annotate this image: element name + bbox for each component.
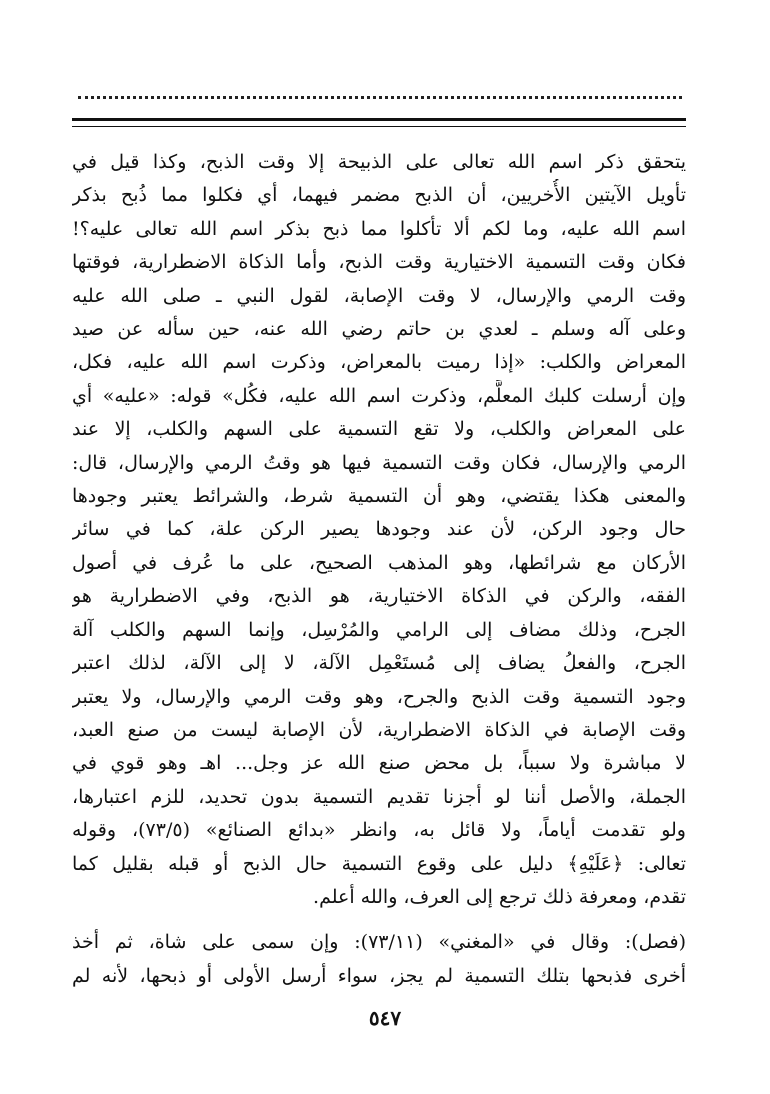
text-line: الفقه، والركن في الذكاة الاختيارية، هو الذبح، وفي الاضطرارية هو bbox=[72, 585, 686, 608]
text-line: اسم الله عليه، وما لكم ألا تأكلوا مما ذبح بذكر اسم الله تعالى عليه؟! bbox=[72, 217, 686, 240]
text-line: لا مباشرة ولا سبباً، بل محض صنع الله عز وجل... اهـ وهو قوي في bbox=[72, 752, 686, 775]
text-line: وقت الإصابة في الذكاة الاضطرارية، لأن الإصابة ليست من صنع العبد، bbox=[72, 718, 686, 741]
text-line: وجود التسمية وقت الذبح والجرح، وهو وقت الرمي والإرسال، ولا يعتبر bbox=[72, 685, 686, 708]
text-line: على المعراض والكلب، ولا تقع التسمية على السهم والكلب، إلا عند bbox=[72, 418, 686, 441]
header-thin-rule bbox=[72, 126, 686, 127]
text-line: الجملة، والأصل أننا لو أجزنا تقديم التسمية بدون تحديد، للزم اعتبارها، bbox=[72, 785, 686, 808]
text-line: ولو تقدمت أياماً، ولا قائل به، وانظر «بدائع الصنائع» (٧٣/٥)، وقوله bbox=[72, 819, 686, 842]
text-line: حال وجود الركن، لأن عند وجودها يصير الركن علة، كما في سائر bbox=[72, 518, 686, 541]
header-dotted-rule bbox=[78, 86, 682, 99]
text-line: أخرى فذبحها بتلك التسمية لم يجز، سواء أرسل الأولى أو ذبحها، لأنه لم bbox=[72, 964, 686, 987]
text-line: الرمي والإرسال، فكان وقت التسمية فيها هو وقتُ الرمي والإرسال، قال: bbox=[72, 451, 686, 474]
paragraph-1 bbox=[72, 146, 686, 914]
text-line: الأركان مع شرائطها، وهو المذهب الصحيح، على ما عُرف في أصول bbox=[72, 551, 686, 574]
text-line: المعراض والكلب: «إذا رميت بالمعراض، وذكرت اسم الله عليه، فكل، bbox=[72, 351, 686, 374]
text-line: فكان وقت التسمية الاختيارية وقت الذبح، وأما الذكاة الاضطرارية، فوقتها bbox=[72, 251, 686, 274]
paragraph-2 bbox=[72, 926, 686, 993]
text-line: يتحقق ذكر اسم الله تعالى على الذبيحة إلا وقت الذبح، وكذا قيل في bbox=[72, 151, 686, 173]
text-line: وعلى آله وسلم ـ لعدي بن حاتم رضي الله عنه، حين سأله عن صيد bbox=[72, 318, 686, 341]
text-line: والمعنى هكذا يقتضي، وهو أن التسمية شرط، والشرائط يعتبر وجودها bbox=[72, 485, 686, 508]
text-line: وقت الرمي والإرسال، لا وقت الإصابة، لقول النبي ـ صلى الله عليه bbox=[72, 284, 686, 307]
text-line: تقدم، ومعرفة ذلك ترجع إلى العرف، والله أعلم. bbox=[313, 885, 686, 908]
text-line: تعالى: ﴿عَلَيْهِ﴾ دليل على وقوع التسمية حال الذبح أو قبله بقليل كما bbox=[72, 852, 686, 875]
text-line: (فصل): وقال في «المغني» (٧٣/١١): وإن سمى على شاة، ثم أخذ bbox=[72, 931, 686, 954]
page-number: ٥٤٧ bbox=[368, 1006, 402, 1030]
text-line: الجرح، وذلك مضاف إلى الرامي والمُرْسِل، وإنما السهم والكلب آلة bbox=[72, 618, 686, 641]
text-line: وإن أرسلت كلبك المعلَّم، وذكرت اسم الله عليه، فكُل» قوله: «عليه» أي bbox=[72, 384, 686, 407]
text-line: تأويل الآيتين الأُخريين، أن الذبح مضمر فيهما، أي فكلوا مما ذُبح بذكر bbox=[72, 184, 686, 207]
text-line: الجرح، والفعلُ يضاف إلى مُستَعْمِل الآلة، لا إلى الآلة، لذلك اعتبر bbox=[72, 652, 686, 675]
header-thick-rule bbox=[72, 118, 686, 121]
footnote-text bbox=[72, 146, 686, 993]
